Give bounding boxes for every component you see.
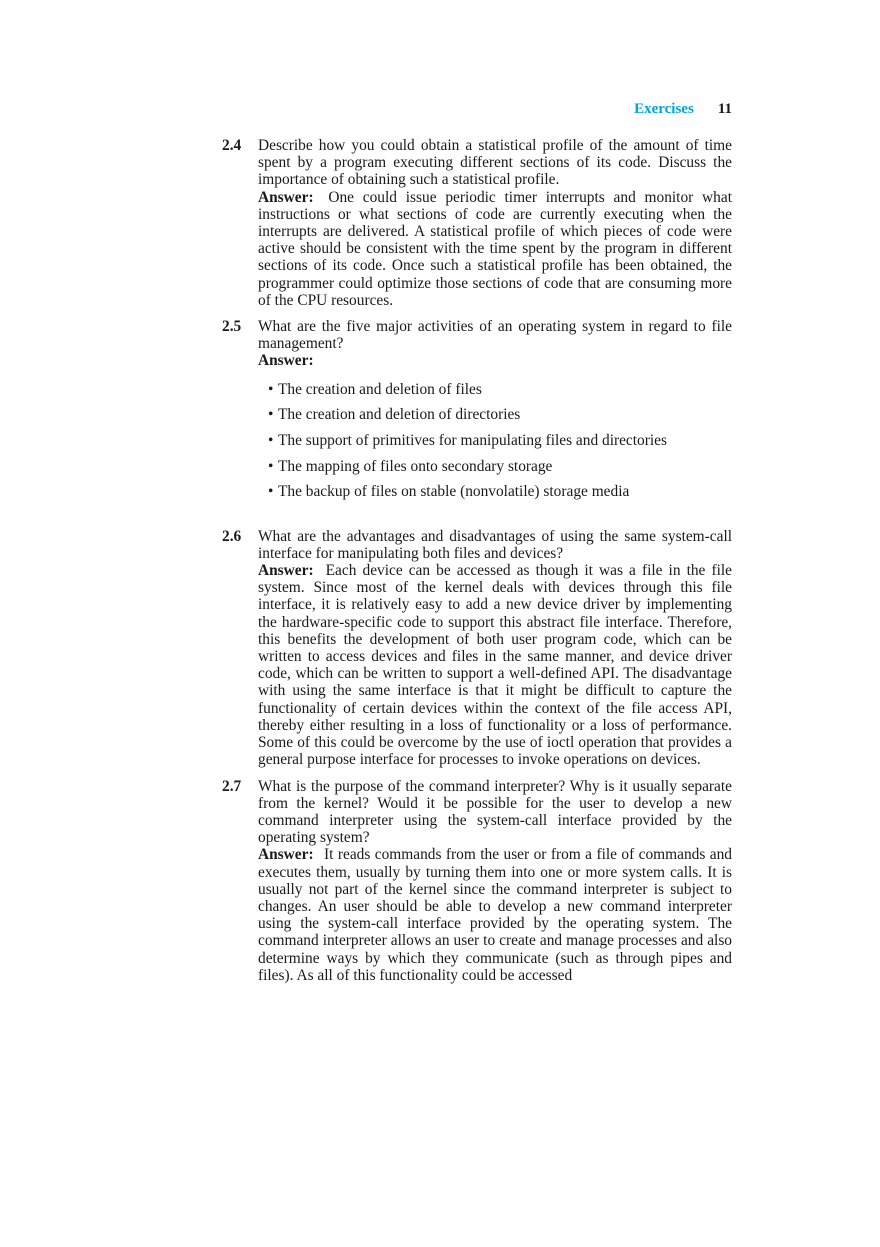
section-title: Exercises	[634, 101, 694, 117]
exercise-2-6	[222, 528, 732, 769]
answer-label: Answer:	[258, 846, 314, 864]
exercise-body	[258, 318, 732, 519]
list-item: • The creation and deletion of directories	[268, 406, 732, 423]
question-text: Describe how you could obtain a statistical profile of the amount of time spent by a program executing different sections of its code. Discuss the importance of obtaining such a statistical profile.	[258, 137, 732, 189]
answer-text: It reads commands from the user or from a file of commands and executes them, usually by turning them into one or more system calls. It is usually not part of the kernel since the command interpreter is subject to changes. An user should be able to develop a new command interpreter using the system-call interface provided by the operating system. The command interpreter allows an user to create and manage processes and also determine ways by which they communicate (such as through pipes and files). As all of this functionality could be accessed	[258, 846, 732, 984]
exercise-number: 2.7	[222, 777, 242, 795]
question-text: What are the five major activities of an operating system in regard to file management?	[258, 318, 732, 353]
list-item: • The creation and deletion of files	[268, 381, 732, 398]
exercise-2-5	[222, 318, 732, 519]
page-content	[222, 137, 732, 993]
answer-label: Answer:	[258, 562, 314, 580]
exercise-body	[258, 137, 732, 309]
answer-bullet-list	[258, 381, 732, 501]
exercise-2-4	[222, 137, 732, 309]
list-item: • The backup of files on stable (nonvolatile) storage media	[268, 483, 732, 500]
exercise-number: 2.6	[222, 527, 242, 545]
answer-text: Each device can be accessed as though it was a file in the file system. Since most of the kernel deals with devices through this file interface, it is relatively easy to add a new device driver by implementing the hardware-specific code to support this abstract file interface. Therefore, this benefits the development of both user program code, which can be written to access devices and files in the same manner, and device driver code, which can be written to support a well-defined API. The disadvantage with using the same interface is that it might be difficult to capture the functionality of certain devices within the context of the file access API, thereby either resulting in a loss of functionality or a loss of performance. Some of this could be overcome by the use of ioctl operation that provides a general purpose interface for processes to invoke operations on devices.	[258, 562, 732, 769]
exercise-number: 2.4	[222, 137, 242, 154]
question-text: What is the purpose of the command interpreter? Why is it usually separate from the kernel? Would it be possible for the user to develop a new command interpreter using the system-call interface provided by the operating system?	[258, 777, 732, 847]
list-item: • The mapping of files onto secondary storage	[268, 458, 732, 475]
question-text: What are the advantages and disadvantages of using the same system-call interface for manipulating both files and devices?	[258, 527, 732, 562]
answer-label: Answer:	[258, 352, 314, 370]
exercise-number: 2.5	[222, 318, 242, 336]
answer-label: Answer:	[258, 188, 314, 206]
exercise-2-7	[222, 778, 732, 984]
answer-text: One could issue periodic timer interrupts and monitor what instructions or what sections of code are currently executing when the interrupts are delivered. A statistical profile of which pieces of code were active should be consistent with the time spent by the program in different sections of its code. Once such a statistical profile has been obtained, the programmer could optimize those sections of code that are consuming more of the CPU resources.	[258, 188, 732, 309]
exercise-body	[258, 528, 732, 769]
running-header	[560, 101, 732, 118]
exercise-body	[258, 778, 732, 984]
list-item: • The support of primitives for manipulating files and directories	[268, 432, 732, 449]
page-number: 11	[717, 101, 732, 117]
